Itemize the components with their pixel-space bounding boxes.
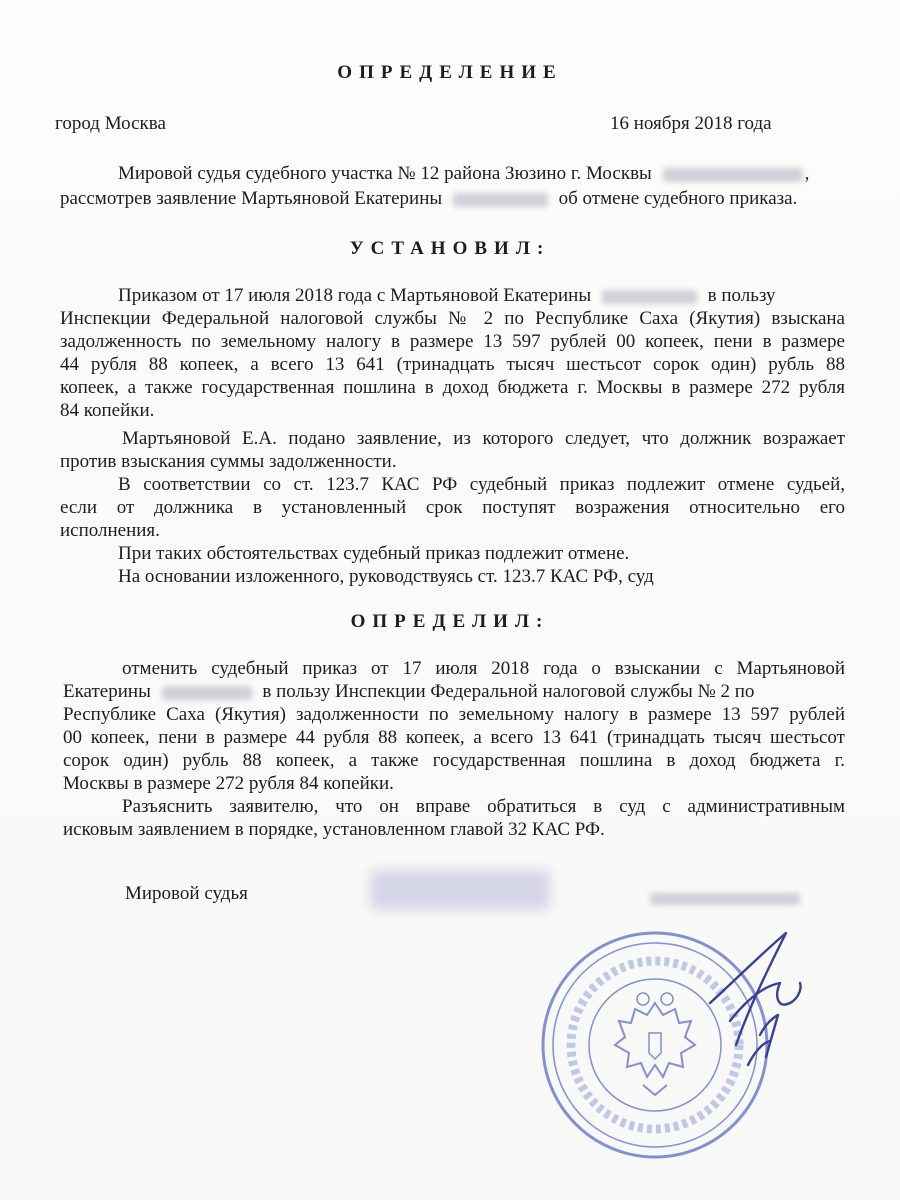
s2-p1-line-6: Москвы в размере 272 рубля 84 копейки.	[63, 773, 394, 794]
s2-p1-line-5: сорок один) рубль 88 копеек, а также государственная пошлина в доход бюджета г.	[63, 750, 845, 771]
section-opredelil-title: ОПРЕДЕЛИЛ:	[350, 611, 550, 632]
s2-p1-line-3: Республике Саха (Якутия) задолженности по земельному налогу в размере 13 597 рублей	[63, 704, 845, 725]
s1-p1-line-5: копеек, а также государственная пошлина в доход бюджета г. Москвы в размере 272 рубля	[60, 377, 845, 398]
s2-p1-line-2	[63, 681, 845, 703]
s1-p1-line-4: 44 рубля 88 копеек, а всего 13 641 (тринадцать тысяч шестьсот сорок один) рубль 88	[60, 354, 845, 375]
s2-p1-text-b: в пользу Инспекции Федеральной налоговой службы № 2 по	[262, 681, 755, 702]
s1-p5: На основании изложенного, руководствуясь ст. 123.7 КАС РФ, суд	[118, 566, 654, 587]
redacted-signature	[370, 870, 550, 910]
handwritten-signature	[690, 925, 830, 1075]
city: город Москва	[55, 113, 166, 134]
s1-p1-text-a: Приказом от 17 июля 2018 года с Мартьяновой Екатерины	[118, 285, 592, 306]
s1-p3-line-1: В соответствии со ст. 123.7 КАС РФ судебный приказ подлежит отмене судьей,	[118, 474, 845, 495]
s2-p2-line-1: Разъяснить заявителю, что он вправе обратиться в суд с административным	[122, 796, 845, 817]
s1-p1-text-b: в пользу	[707, 285, 776, 306]
s1-p1-line-1	[118, 285, 776, 307]
section-ustanovil-title: УСТАНОВИЛ:	[349, 238, 551, 259]
document-title: ОПРЕДЕЛЕНИЕ	[337, 62, 563, 83]
intro-text-2b: об отмене судебного приказа.	[558, 188, 798, 209]
s2-p2-line-2: исковым заявлением в порядке, установленном главой 32 КАС РФ.	[63, 819, 605, 840]
redacted-patronymic	[602, 290, 697, 304]
s1-p4: При таких обстоятельствах судебный приказ подлежит отмене.	[118, 543, 630, 564]
intro-comma: ,	[804, 163, 810, 184]
s1-p3-line-2: если от должника в установленный срок поступят возражения относительно его	[60, 497, 845, 518]
redacted-patronymic	[162, 686, 252, 700]
redacted-patronymic	[453, 193, 548, 207]
s1-p1-line-3: задолженность по земельному налогу в размере 13 597 рублей 00 копеек, пени в размере	[60, 331, 845, 352]
redacted-judge-name	[650, 893, 800, 905]
signature-label: Мировой судья	[125, 883, 248, 904]
date: 16 ноября 2018 года	[610, 113, 772, 134]
intro-text-1: Мировой судья судебного участка № 12 района Зюзино г. Москвы	[118, 163, 652, 184]
intro-line-1	[118, 163, 809, 185]
s2-p1-line-1: отменить судебный приказ от 17 июля 2018 года о взыскании с Мартьяновой	[122, 658, 845, 679]
s1-p2-line-1: Мартьяновой Е.А. подано заявление, из которого следует, что должник возражает	[122, 428, 845, 449]
intro-text-2a: рассмотрев заявление Мартьяновой Екатерины	[60, 188, 443, 209]
redacted-name	[663, 168, 803, 182]
intro-line-2	[60, 188, 797, 210]
s1-p2-line-2: против взыскания суммы задолженности.	[60, 451, 397, 472]
s1-p1-line-2: Инспекции Федеральной налоговой службы № 2 по Республике Саха (Якутия) взыскана	[60, 308, 845, 329]
s1-p3-line-3: исполнения.	[60, 520, 160, 541]
s2-p1-line-4: 00 копеек, пени в размере 44 рубля 88 копеек, а всего 13 641 (тринадцать тысяч шестьсот	[63, 727, 845, 748]
s1-p1-line-6: 84 копейки.	[60, 400, 155, 421]
s2-p1-text-a: Екатерины	[63, 681, 151, 702]
